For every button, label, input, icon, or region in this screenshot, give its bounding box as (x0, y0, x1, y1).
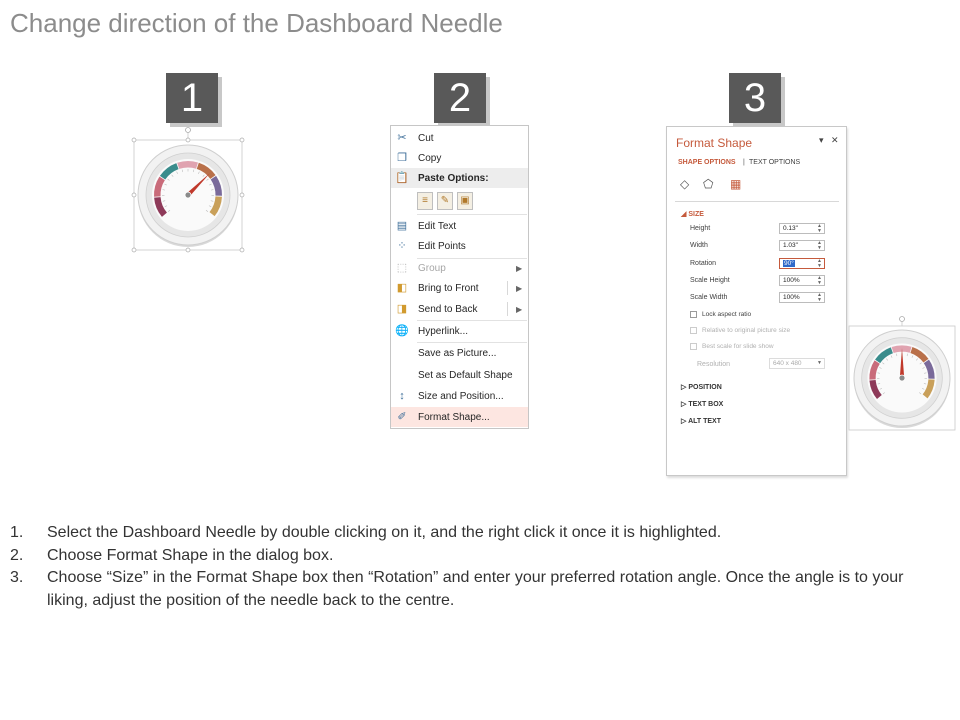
menu-item-label: Send to Back (418, 303, 478, 315)
width-value: 1.03" (783, 242, 798, 249)
edit-points-icon: ⁘ (397, 240, 407, 252)
menu-item-label: Edit Text (418, 220, 457, 232)
gauge-step-1[interactable] (128, 126, 250, 256)
relative-size-label: Relative to original picture size (702, 327, 791, 334)
menu-item-cut[interactable] (391, 128, 528, 148)
size-position-icon: ↕ (399, 390, 405, 402)
submenu-divider (507, 281, 508, 295)
scale-width-label: Scale Width (690, 294, 728, 301)
send-back-icon: ◨ (396, 303, 408, 315)
copy-icon: ❐ (397, 152, 407, 164)
spinner-icon[interactable]: ▲ ▼ (817, 258, 822, 269)
context-menu (390, 125, 529, 429)
pane-title: Format Shape (676, 136, 753, 150)
group-icon: ⬚ (396, 262, 408, 274)
menu-item-label: Hyperlink... (418, 325, 469, 337)
step-text: Choose Format Shape in the dialog box. (47, 546, 334, 564)
menu-item-size-and-position[interactable] (391, 386, 528, 406)
pane-options-dropdown-icon[interactable]: ▾ (819, 135, 824, 145)
section-label: POSITION (688, 384, 722, 391)
clipboard-icon: 📋 (395, 172, 409, 184)
gauge-step-3[interactable] (845, 316, 959, 434)
menu-item-label: Bring to Front (418, 282, 479, 294)
pane-divider (675, 201, 839, 202)
menu-item-edit-text[interactable] (391, 216, 528, 236)
submenu-arrow-icon: ▶ (516, 263, 523, 273)
menu-item-bring-to-front[interactable] (391, 278, 528, 298)
spinner-icon[interactable]: ▲ ▼ (817, 223, 822, 234)
paste-merge-formatting-icon[interactable]: ✎ (437, 192, 453, 210)
menu-item-send-to-back[interactable] (391, 299, 528, 319)
submenu-arrow-icon: ▶ (516, 283, 523, 293)
width-label: Width (690, 242, 708, 249)
lock-aspect-checkbox[interactable] (690, 311, 697, 318)
menu-item-group[interactable] (391, 258, 528, 278)
spinner-icon[interactable]: ▲ ▼ (817, 275, 822, 286)
needle-hub (185, 192, 191, 198)
menu-item-label: Group (418, 262, 446, 274)
rotation-value: 90° (784, 260, 794, 267)
rotation-input[interactable] (779, 258, 825, 269)
step-number: 2. (10, 546, 24, 564)
menu-separator (417, 214, 527, 215)
step-number: 1. (10, 524, 24, 541)
step-number: 3. (10, 569, 24, 586)
menu-item-hyperlink[interactable] (391, 321, 528, 341)
hyperlink-icon: 🌐 (395, 325, 409, 337)
lock-aspect-label: Lock aspect ratio (702, 311, 752, 318)
scale-height-value: 100% (783, 277, 800, 284)
resolution-value: 640 x 480 (773, 360, 802, 367)
paste-option-icons (417, 192, 473, 210)
menu-item-label: Save as Picture... (418, 347, 497, 359)
step-badge-3: 3 (729, 73, 781, 123)
resolution-select[interactable] (769, 358, 825, 369)
section-label: SIZE (688, 211, 704, 218)
section-position-header[interactable]: ▷ POSITION (681, 384, 722, 391)
section-alt-text-header[interactable]: ▷ ALT TEXT (681, 418, 721, 425)
step-text: Choose “Size” in the Format Shape box then “Rotation” and enter your preferred rotation angle. Once the angle is to your liking, adjust the position of the needle back to the centre. (47, 569, 904, 609)
menu-item-label: Format Shape... (418, 411, 490, 423)
relative-size-checkbox[interactable] (690, 327, 697, 334)
chevron-down-icon: ▼ (817, 360, 822, 366)
height-input[interactable] (779, 223, 825, 234)
step-badge-1: 1 (166, 73, 218, 123)
best-scale-checkbox[interactable] (690, 343, 697, 350)
menu-item-label: Copy (418, 152, 442, 164)
section-label: ALT TEXT (688, 418, 721, 425)
paste-picture-icon[interactable]: ▣ (457, 192, 473, 210)
scale-width-value: 100% (783, 294, 800, 301)
menu-header-paste-options (391, 168, 528, 188)
menu-item-label: Edit Points (418, 240, 466, 252)
scale-height-label: Scale Height (690, 277, 730, 284)
menu-item-label: Set as Default Shape (418, 369, 513, 381)
instruction-step-1 (10, 522, 940, 545)
width-input[interactable] (779, 240, 825, 251)
close-icon[interactable]: ✕ (831, 135, 839, 145)
instructions-list (10, 522, 940, 612)
scissors-icon: ✂ (397, 132, 407, 144)
step-text: Select the Dashboard Needle by double clicking on it, and the right click it once it is highlighted. (47, 524, 722, 541)
submenu-divider (507, 302, 508, 316)
height-value: 0.13" (783, 225, 798, 232)
tab-divider: | (743, 159, 745, 166)
tab-shape-options[interactable]: SHAPE OPTIONS (678, 159, 736, 166)
scale-width-input[interactable] (779, 292, 825, 303)
submenu-arrow-icon: ▶ (516, 304, 523, 314)
edit-text-icon: ▤ (396, 220, 408, 232)
height-label: Height (690, 225, 711, 232)
menu-item-format-shape[interactable] (391, 407, 528, 427)
section-label: TEXT BOX (688, 401, 724, 408)
effects-icon[interactable]: ⬠ (703, 177, 714, 191)
tab-text-options[interactable]: TEXT OPTIONS (749, 159, 801, 166)
format-shape-icon: ✐ (397, 411, 407, 423)
fill-line-icon[interactable]: ◇ (680, 177, 690, 191)
spinner-icon[interactable]: ▲ ▼ (817, 292, 822, 303)
size-properties-icon[interactable]: ▦ (730, 177, 742, 191)
resolution-label: Resolution (697, 361, 731, 368)
scale-height-input[interactable] (779, 275, 825, 286)
needle-hub (899, 375, 905, 381)
best-scale-label: Best scale for slide show (702, 343, 774, 350)
menu-item-label: Size and Position... (418, 390, 504, 402)
menu-item-copy[interactable] (391, 148, 528, 168)
paste-keep-formatting-icon[interactable]: ≡ (417, 192, 433, 210)
step-badge-2: 2 (434, 73, 486, 123)
instruction-step-2 (10, 545, 940, 568)
section-text-box-header[interactable]: ▷ TEXT BOX (681, 401, 724, 408)
menu-item-label: Paste Options: (418, 172, 489, 184)
bring-front-icon: ◧ (396, 282, 408, 294)
menu-item-edit-points[interactable] (391, 236, 528, 256)
page-title: Change direction of the Dashboard Needle (10, 8, 503, 38)
gauge-dial (138, 145, 238, 247)
instruction-step-3 (10, 567, 940, 612)
section-size-header[interactable]: ◢ SIZE (681, 211, 704, 218)
spinner-icon[interactable]: ▲ ▼ (817, 240, 822, 251)
menu-item-set-default-shape[interactable] (391, 365, 528, 385)
rotation-label: Rotation (690, 260, 717, 267)
menu-item-save-as-picture[interactable] (391, 343, 528, 363)
format-shape-pane (666, 126, 847, 476)
gauge-dial (854, 330, 950, 428)
menu-item-label: Cut (418, 132, 434, 144)
